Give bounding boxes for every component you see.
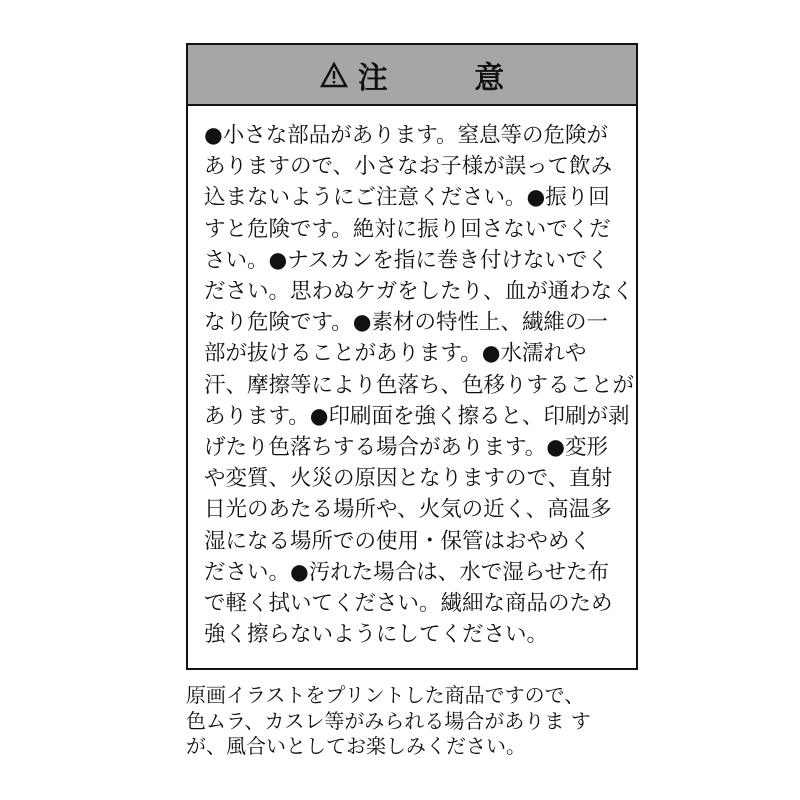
- caution-line: 込まないようにご注意ください。●振り回: [204, 185, 610, 211]
- caution-line: ●小さな部品があります。窒息等の危険が: [204, 123, 609, 148]
- print-notice-line: 色ムラ、カスレ等がみられる場合がありま す: [186, 708, 591, 733]
- caution-line: なり危険です。●素材の特性上、繊維の一: [204, 310, 609, 336]
- print-notice-line: 原画イラストをプリントした商品ですので、: [186, 683, 585, 707]
- caution-line: 汗、摩擦等により色落ち、色移りすることが: [204, 372, 635, 398]
- print-notice-line: が、風合いとしてお楽しみください。: [186, 734, 526, 758]
- caution-line: 強く擦らないようにしてください。: [204, 622, 549, 648]
- caution-line: すと危険です。絶対に振り回さないでくだ: [204, 216, 611, 242]
- caution-box: [186, 43, 638, 670]
- warning-triangle-icon: [320, 61, 348, 89]
- caution-header: [188, 45, 636, 106]
- caution-line: ださい。思わぬケガをしたり、血が通わなく: [204, 279, 634, 305]
- caution-line: げたり色落ちする場合があります。●変形: [204, 435, 609, 461]
- caution-line: 部が抜けることがあります。●水濡れや: [204, 341, 587, 367]
- caution-line: ださい。●汚れた場合は、水で湿らせた布: [204, 559, 610, 585]
- caution-title: 注 意: [357, 60, 543, 96]
- caution-body: [188, 106, 636, 650]
- caution-line: 日光のあたる場所や、火気の近く、高温多: [204, 497, 612, 523]
- caution-line: 湿になる場所での使用・保管はおやめく: [204, 528, 592, 554]
- caution-line: ありますので、小さなお子様が誤って飲み: [204, 154, 613, 180]
- caution-line: さい。●ナスカンを指に巻き付けないでく: [204, 247, 609, 273]
- caution-line: や変質、火災の原因となりますので、直射: [204, 466, 613, 492]
- caution-line: あります。●印刷面を強く擦ると、印刷が剥: [204, 403, 630, 429]
- print-notice: [186, 683, 646, 760]
- caution-line: で軽く拭いてください。繊細な商品のため: [204, 591, 613, 617]
